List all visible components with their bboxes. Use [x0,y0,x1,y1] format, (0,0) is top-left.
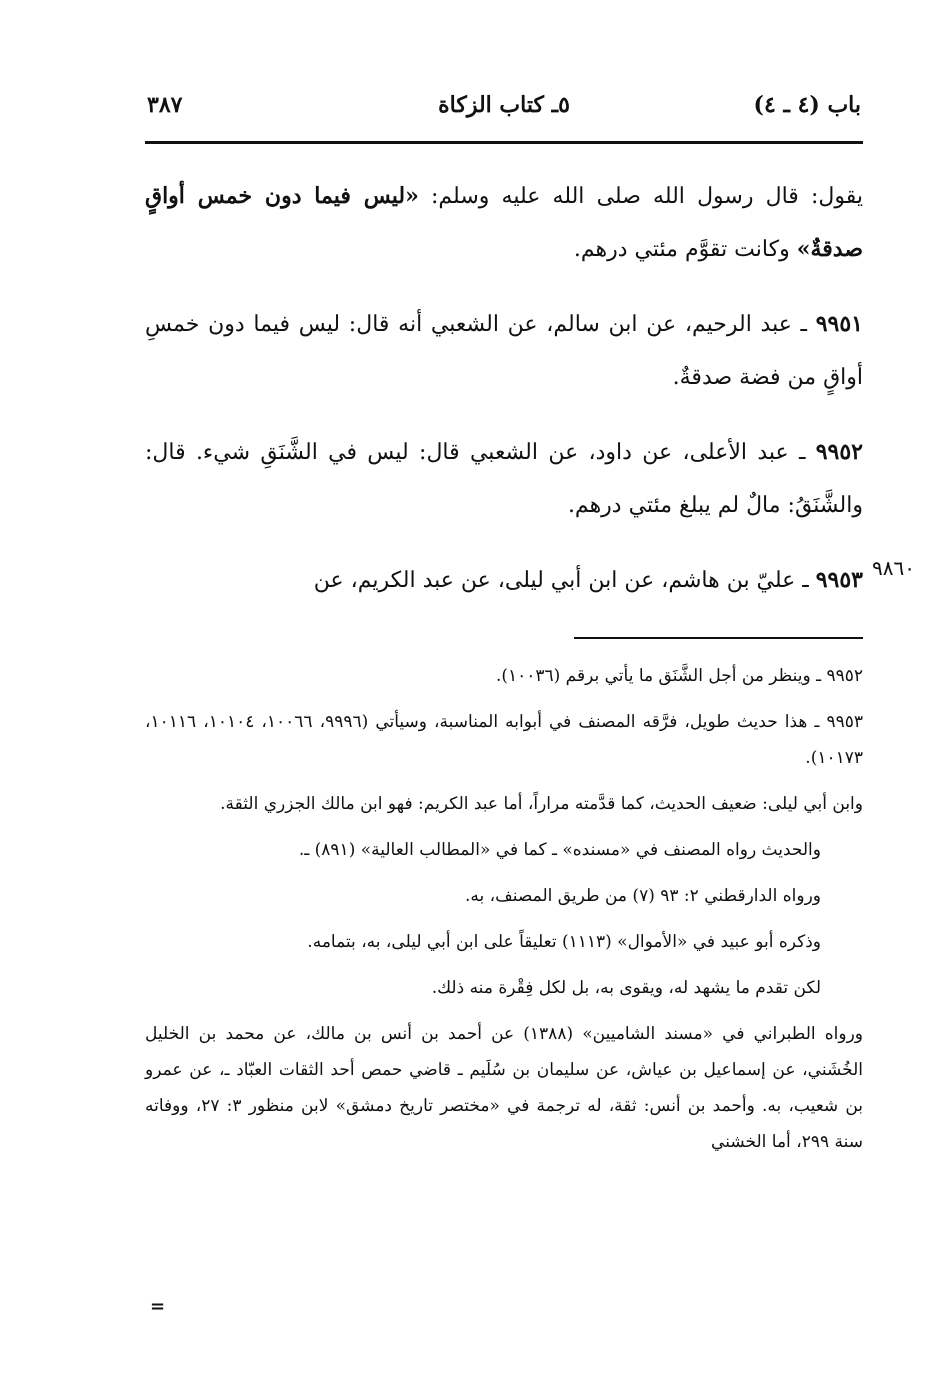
hadith-number: ٩٩٥٢ [815,439,863,465]
hadith-number: ٩٩٥١ [815,311,863,337]
paragraph-text: وكانت تقوَّم مئتي درهم. [573,237,797,262]
page-number: ٣٨٧ [147,92,183,118]
footnote-paragraph: وذكره أبو عبيد في «الأموال» (١١١٣) تعليقاً على ابن أبي ليلى، به، بتمامه. [307,932,821,952]
hadith-number: ٩٩٥٣ [815,567,863,593]
footnote-paragraph: ورواه الطبراني في «مسند الشاميين» (١٣٨٨) عن أحمد بن أنس بن مالك، عن محمد بن الخليل الخُشَني، عن إسماعيل بن عياش، عن سليمان بن سُلَيم ـ قاضي حمص أحد الثقات العبّاد ـ، عن عمرو بن شعيب، به. وأحمد بن أنس: ثقة، له ترجمة في «مختصر تاريخ دمشق» لابن منظور ٣: ٢٧، ووفاته سنة ٢٩٩، أما الخشني [145,1024,864,1152]
hadith-text: ـ عبد الرحيم، عن ابن سالم، عن الشعبي أنه قال: ليس فيما دون خمسِ أواقٍ من فضة صدقةٌ. [145,312,863,390]
margin-reference-number: ٩٨٦٠ [872,556,915,580]
footnote-paragraph: ورواه الدارقطني ٢: ٩٣ (٧) من طريق المصنف، به. [465,886,821,906]
page-header [145,92,863,132]
header-divider [145,141,863,144]
hadith-9953 [145,554,863,607]
main-text [145,170,863,629]
footnote-paragraph: والحديث رواه المصنف في «مسنده» ـ كما في «المطالب العالية» (٨٩١) ـ. [298,840,821,860]
continuation-mark: = [150,1296,166,1317]
book-title: ٥ـ كتاب الزكاة [438,92,570,118]
footnotes [145,658,863,1160]
hadith-quote: «ليس فيما دون خمس أواقٍ صدقةٌ» [145,183,863,262]
footnote-paragraph: وابن أبي ليلى: ضعيف الحديث، كما قدَّمته مراراً، أما عبد الكريم: فهو ابن مالك الجزري الثقة. [220,794,863,814]
footnote-9952: ٩٩٥٢ ـ وينظر من أجل الشَّنَق ما يأتي برقم (١٠٠٣٦). [495,666,863,686]
paragraph-text: يقول: قال رسول الله صلى الله عليه وسلم: [418,184,863,209]
paragraph-continuation [145,170,863,276]
chapter-reference: باب (٤ ـ ٤) [753,92,861,118]
hadith-9951 [145,298,863,404]
footnote-divider [574,637,863,639]
hadith-text: ـ عليّ بن هاشم، عن ابن أبي ليلى، عن عبد الكريم، عن [313,568,816,593]
hadith-text: ـ عبد الأعلى، عن داود، عن الشعبي قال: ليس في الشَّنَقِ شيء. قال: والشَّنَقُ: مالٌ لم يبلغ مئتي درهم. [145,440,863,518]
hadith-9952 [145,426,863,532]
footnote-9953: ٩٩٥٣ ـ هذا حديث طويل، فرَّقه المصنف في أبوابه المناسبة، وسيأتي (٩٩٩٦، ١٠٠٦٦، ١٠١٠٤، ١٠١١٦، ١٠١٧٣). [145,712,863,768]
footnote-paragraph: لكن تقدم ما يشهد له، ويقوى به، بل لكل فِقْرة منه ذلك. [431,978,821,998]
